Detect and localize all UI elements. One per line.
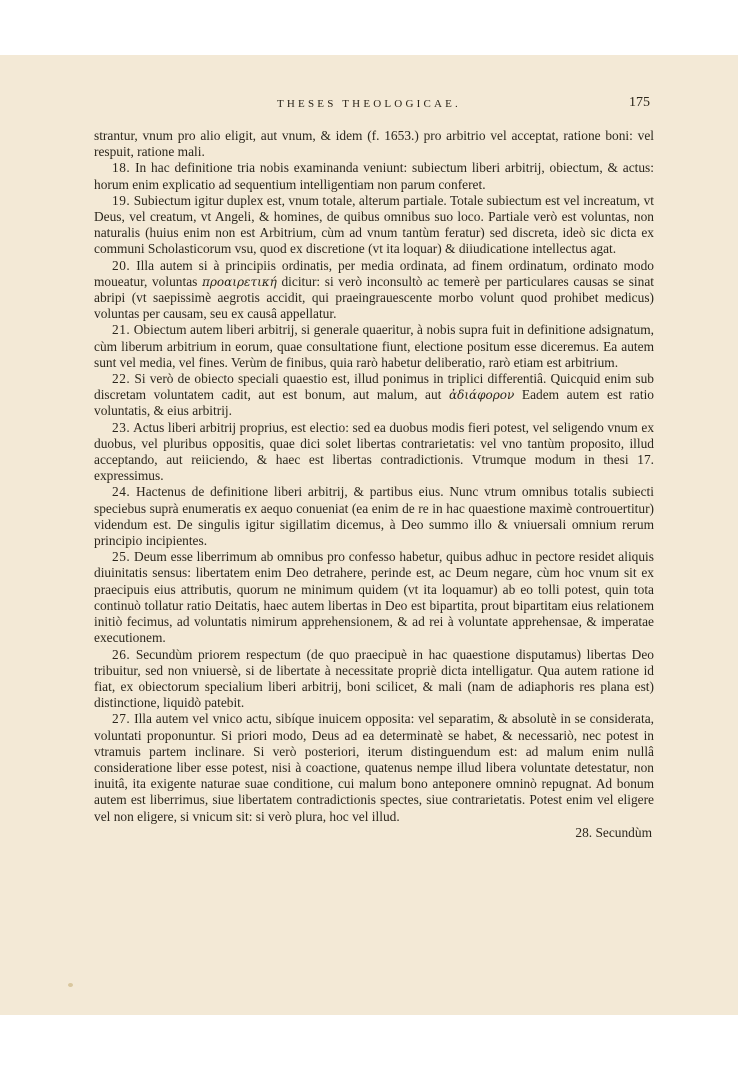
- catchword: 28. Secundùm: [575, 824, 652, 840]
- paragraph-number: 24.: [112, 484, 131, 500]
- paragraph-text: Eadem autem est ratio voluntatis, & eius arbitrij.: [94, 387, 654, 419]
- book-page: [0, 55, 738, 1015]
- paragraph-number: 27.: [112, 711, 131, 727]
- greek-word: ἀδιάφορον: [448, 388, 515, 403]
- paragraph-25: [94, 549, 654, 646]
- paragraph-text: Actus liberi arbitrij proprius, est electio: sed ea duobus modis fieri potest, vel seligendo vnum ex duobus, vel pluribus oppositis, quae dici solet libertas contrarietatis: vel vno tantùm proposito, illud acceptando, aut reiiciendo, & haec est libertas contradictionis. Vtrumque modum in thesi 17. expressimus.: [94, 419, 655, 484]
- paragraph-text: Obiectum autem liberi arbitrij, si generale quaeritur, à nobis supra fuit in definitione adsignatum, cùm liberum arbitrium in eorum, quae consultatione fiunt, electione positum esse diceremus. Ea autem sunt vel media, vel fines. Verùm de finibus, quia rarò habetur deliberatio, rarò etiam est arbitrium.: [94, 322, 654, 370]
- paragraph-number: 22.: [112, 371, 131, 387]
- greek-word: προαιρετική: [201, 274, 277, 289]
- body-text: [94, 128, 654, 841]
- paragraph-number: 18.: [112, 160, 131, 176]
- paragraph-17-continued: [94, 128, 654, 160]
- paragraph-20: [94, 258, 654, 323]
- paragraph-text: strantur, vnum pro alio eligit, aut vnum, & idem (f. 1653.) pro arbitrio vel acceptat, ratione boni: vel respuit, ratione mali.: [94, 128, 654, 160]
- paragraph-number: 19.: [112, 192, 131, 208]
- paragraph-27: [94, 711, 654, 824]
- paragraph-21: [94, 322, 654, 371]
- paragraph-18: [94, 160, 654, 192]
- paragraph-text: Deum esse liberrimum ab omnibus pro confesso habetur, quibus adhuc in pectore residet aliquis diuinitatis sensus: libertatem enim Deo detrahere, perinde est, ac Deum negare, cùm hoc vnum sit ex praecipuis eius attributis, quorum ne minimum quidem (vt ita loquamur) ab eo tolli potest, quin tota continuò tollatur ratio Deitatis, haec autem libertas in Deo est bipartita, prout bipartitam eius relationem initiò fecimus, ad voluntatis nimirum apprehensionem, & ad rei à voluntate apprehensae, & imperatae executionem.: [94, 549, 654, 646]
- paragraph-23: [94, 420, 654, 485]
- paragraph-22: [94, 371, 654, 420]
- paragraph-text: Illa autem vel vnico actu, sibíque inuicem opposita: vel separatim, & absolutè in se considerata, voluntati proponuntur. Si priori modo, Deus ad ea determinatè se habet, & necessariò, nec potest in vtramuis partem inclinare. Si verò posteriori, iterum distinguendum est: ad malum enim nullâ consideratione liber esse potest, nisi à coactione, quatenus nempe illud libera voluntate detestatur, non inuitâ, ita exigente naturae suae conditione, cui malum bono anteponere omninò repugnat. Ad bonum autem est liberrimus, siue libertatem contradictionis spectes, siue contrarietatis. Potest enim vel eligere vel non eligere, si vnicum sit: si verò plura, hoc vel illud.: [94, 711, 654, 824]
- paper-stain: [68, 983, 73, 987]
- paragraph-number: 20.: [112, 257, 131, 273]
- paragraph-text: Subiectum igitur duplex est, vnum totale, alterum partiale. Totale subiectum est vel increatum, vt Deus, vel creatum, vt Angeli, & homines, de quibus omnibus suo loco. Partiale verò est voluntas, non naturalis (huius enim non est Arbitrium, cùm ad vnum tantùm feratur) sed discreta, ideò sic dicta ex communi Scholasticorum vsu, quod ex discretione (vt ita loquar) & diiudicatione intellectus agat.: [94, 192, 654, 257]
- paragraph-number: 25.: [112, 549, 131, 565]
- paragraph-number: 26.: [112, 646, 131, 662]
- paragraph-text: Hactenus de definitione liberi arbitrij, & partibus eius. Nunc vtrum omnibus totalis subiecti speciebus suprà enumeratis ex aequo conueniat (ea enim de re in hac quaestione maximè controuertitur) videndum est. De singulis igitur sigillatim dicemus, à Deo summo illo & vniuersali omnium rerum principio incipientes.: [94, 484, 654, 549]
- paragraph-text: Secundùm priorem respectum (de quo praecipuè in hac quaestione disputamus) libertas Deo tribuitur, sed non vniuersè, si de libertate à necessitate propriè dicta intelligatur. Qua autem ratione id fiat, ex obiectorum specialium liberi arbitrij, boni scilicet, & mali (nam de adiaphoris res plana est) distinctione, liquidò patebit.: [94, 646, 654, 711]
- page-header: [0, 95, 738, 115]
- paragraph-26: [94, 647, 654, 712]
- paragraph-number: 21.: [112, 322, 131, 338]
- paragraph-text: In hac definitione tria nobis examinanda veniunt: subiectum liberi arbitrij, obiectum, & actus: horum enim explicatio ad sequentium intelligentiam non parum conferet.: [94, 160, 654, 192]
- paragraph-24: [94, 484, 654, 549]
- paragraph-19: [94, 193, 654, 258]
- paragraph-number: 23.: [112, 419, 131, 435]
- paragraph-text: Si verò de obiecto speciali quaestio est, illud ponimus in triplici differentiâ. Quicquid enim sub discretam voluntatem cadit, aut est bonum, aut malum, aut: [94, 371, 654, 403]
- page-number: 175: [629, 95, 650, 110]
- running-title: THESES THEOLOGICAE.: [276, 98, 462, 110]
- paragraph-text: Illa autem si à principiis ordinatis, per media ordinata, ad finem ordinatum, ordinato modo moueatur, voluntas: [94, 257, 654, 289]
- paragraph-text: dicitur: si verò inconsultò ac temerè per particulares causas se sinat abripi (vt saepissimè aegrotis accidit, qui praeingrauescente morbo volunt quod prohibet medicus) voluntas per causam, seu ex causâ appellatur.: [94, 273, 654, 322]
